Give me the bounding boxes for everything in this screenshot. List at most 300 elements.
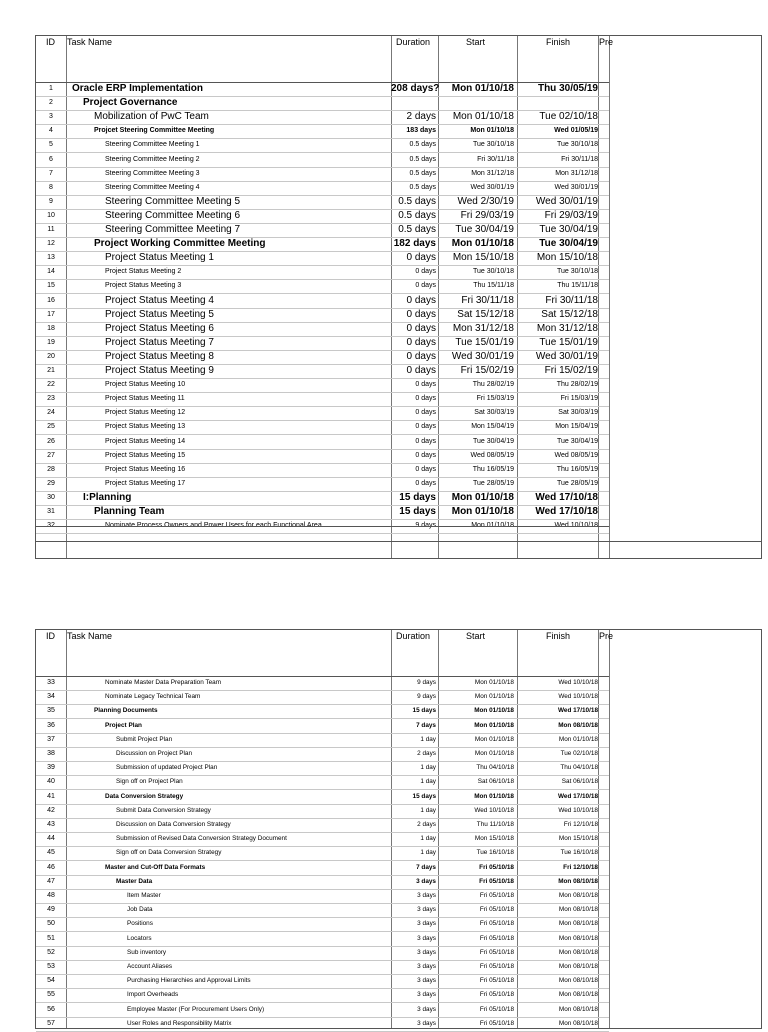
table-row[interactable] bbox=[36, 790, 609, 805]
table-row[interactable] bbox=[36, 294, 609, 309]
task-name: Discussion on Project Plan bbox=[116, 750, 193, 757]
task-duration: 3 days bbox=[417, 892, 436, 899]
task-id: 11 bbox=[47, 226, 55, 233]
task-name: Job Data bbox=[127, 906, 153, 914]
task-start: Fri 30/11/18 bbox=[461, 294, 514, 306]
task-duration: 0 days bbox=[415, 451, 436, 459]
table-row[interactable] bbox=[36, 336, 609, 351]
table-row[interactable] bbox=[36, 96, 609, 111]
task-duration: 0.5 days bbox=[409, 183, 436, 191]
table-row[interactable] bbox=[36, 505, 609, 520]
task-start: Fri 05/10/18 bbox=[479, 1019, 514, 1027]
task-duration: 9 days bbox=[415, 522, 436, 530]
table-row[interactable] bbox=[36, 804, 609, 819]
task-name: Projcet Steering Committee Meeting bbox=[94, 127, 215, 135]
task-start: Fri 05/10/18 bbox=[479, 934, 514, 942]
task-id: 40 bbox=[47, 778, 55, 786]
task-start: Mon 01/10/18 bbox=[452, 111, 514, 123]
task-start: Fri 29/03/19 bbox=[460, 209, 514, 221]
task-finish: Mon 08/10/18 bbox=[558, 977, 598, 985]
task-start: Fri 15/02/19 bbox=[460, 365, 514, 376]
table-row[interactable] bbox=[36, 308, 609, 323]
task-duration: 3 days bbox=[417, 948, 436, 956]
task-finish: Sat 30/03/19 bbox=[558, 409, 598, 417]
task-finish: Tue 15/01/19 bbox=[539, 336, 598, 348]
task-id: 37 bbox=[47, 735, 55, 743]
task-duration: 3 days bbox=[417, 977, 436, 985]
task-id: 54 bbox=[47, 977, 55, 985]
task-duration: 0 days bbox=[406, 322, 436, 334]
task-duration: 0.5 days bbox=[398, 224, 436, 235]
task-start: Fri 05/10/18 bbox=[479, 1005, 514, 1013]
task-finish: Mon 08/10/18 bbox=[558, 991, 598, 999]
task-id: 47 bbox=[47, 877, 55, 885]
table-row[interactable] bbox=[36, 1017, 609, 1032]
task-name: Steering Committee Meeting 2 bbox=[105, 155, 200, 163]
task-name: Project Status Meeting 4 bbox=[105, 294, 214, 306]
task-finish: Mon 31/12/18 bbox=[555, 169, 598, 177]
task-name: Project Status Meeting 3 bbox=[105, 282, 182, 290]
table-row[interactable] bbox=[36, 747, 609, 762]
task-start: Mon 01/10/18 bbox=[474, 721, 514, 729]
task-name: Sign off on Data Conversion Strategy bbox=[116, 849, 222, 857]
task-duration: 0 days bbox=[415, 381, 436, 389]
task-id: 56 bbox=[47, 1005, 55, 1013]
task-name: Master Data bbox=[116, 877, 153, 885]
task-name: Account Aliases bbox=[127, 963, 173, 970]
task-duration: 0 days bbox=[415, 268, 436, 276]
task-start: Wed 30/01/19 bbox=[470, 183, 514, 191]
task-name: Item Master bbox=[127, 892, 161, 899]
task-name: Project Status Meeting 1 bbox=[105, 252, 214, 264]
task-start: Fri 05/10/18 bbox=[479, 948, 514, 956]
table-row[interactable] bbox=[36, 974, 609, 989]
task-name-column-header: Task Name bbox=[67, 631, 113, 641]
task-id: 15 bbox=[47, 282, 55, 290]
task-id: 38 bbox=[47, 750, 55, 757]
task-start: Mon 01/10/18 bbox=[474, 792, 514, 800]
task-duration: 1 day bbox=[420, 778, 436, 786]
task-id: 5 bbox=[49, 141, 53, 149]
task-start: Mon 31/12/18 bbox=[471, 169, 514, 177]
table-row[interactable] bbox=[36, 491, 609, 506]
table-row[interactable] bbox=[36, 181, 609, 196]
task-finish: Fri 29/03/19 bbox=[544, 209, 598, 221]
task-name: Import Overheads bbox=[127, 991, 179, 999]
task-finish: Thu 16/05/19 bbox=[556, 465, 598, 473]
task-start: Wed 30/01/19 bbox=[451, 350, 514, 362]
task-start: Tue 28/05/19 bbox=[473, 479, 514, 487]
task-start: Tue 30/10/18 bbox=[473, 268, 514, 276]
table-row[interactable] bbox=[36, 237, 609, 252]
task-start: Fri 05/10/18 bbox=[479, 963, 514, 970]
task-name: Oracle ERP Implementation bbox=[72, 83, 203, 94]
table-row[interactable] bbox=[36, 124, 609, 139]
task-finish: Mon 08/10/18 bbox=[558, 906, 598, 914]
task-finish: Thu 28/02/19 bbox=[556, 381, 598, 389]
task-start: Sat 30/03/19 bbox=[474, 409, 514, 417]
task-id: 42 bbox=[47, 806, 55, 814]
task-id: 8 bbox=[49, 183, 53, 191]
task-name: Submission of Revised Data Conversion Strategy Document bbox=[116, 835, 287, 843]
table-row[interactable] bbox=[36, 449, 609, 464]
table-row[interactable] bbox=[36, 209, 609, 224]
task-start: Thu 16/05/19 bbox=[472, 465, 514, 473]
task-duration: 183 days bbox=[406, 127, 436, 135]
task-duration: 3 days bbox=[417, 906, 436, 914]
table-row[interactable] bbox=[36, 917, 609, 932]
task-finish: Sat 15/12/18 bbox=[541, 308, 598, 320]
table-row[interactable] bbox=[36, 690, 609, 705]
table-row[interactable] bbox=[36, 195, 609, 210]
task-id: 45 bbox=[47, 849, 55, 857]
task-start: Thu 15/11/18 bbox=[473, 282, 514, 290]
task-finish: Mon 08/10/18 bbox=[558, 934, 598, 942]
task-id: 4 bbox=[49, 127, 53, 135]
task-start: Sat 15/12/18 bbox=[457, 308, 514, 320]
task-duration: 3 days bbox=[417, 934, 436, 942]
table-row[interactable] bbox=[36, 988, 609, 1003]
task-finish: Fri 15/03/19 bbox=[560, 395, 598, 403]
task-id: 33 bbox=[47, 679, 55, 686]
task-duration: 0 days bbox=[406, 350, 436, 362]
task-name: Employee Master (For Procurement Users Only) bbox=[127, 1005, 265, 1013]
task-duration: 3 days bbox=[416, 877, 436, 885]
task-duration: 3 days bbox=[417, 1019, 436, 1027]
table-row[interactable] bbox=[36, 932, 609, 947]
task-name: Submission of updated Project Plan bbox=[116, 764, 218, 772]
table-row[interactable] bbox=[36, 392, 609, 407]
table-row[interactable] bbox=[36, 364, 609, 379]
task-id: 30 bbox=[47, 493, 55, 501]
finish-column-header: Finish bbox=[546, 631, 571, 641]
task-start: Mon 01/10/18 bbox=[474, 707, 514, 715]
task-finish: Wed 08/05/19 bbox=[554, 451, 598, 459]
task-finish: Mon 08/10/18 bbox=[558, 892, 598, 899]
table-row[interactable] bbox=[36, 875, 609, 890]
task-finish: Thu 04/10/18 bbox=[560, 764, 598, 772]
task-duration: 0.5 days bbox=[409, 155, 436, 163]
task-finish: Fri 15/02/19 bbox=[544, 365, 598, 376]
task-start: Fri 15/03/19 bbox=[476, 395, 514, 403]
id-column-header: ID bbox=[46, 37, 55, 47]
task-start: Wed 10/10/18 bbox=[474, 806, 514, 814]
task-name: Project Status Meeting 6 bbox=[105, 322, 214, 334]
table-row[interactable] bbox=[36, 889, 609, 904]
task-name: Nominate Legacy Technical Team bbox=[105, 693, 201, 701]
task-id: 19 bbox=[47, 338, 55, 346]
task-name: Project Status Meeting 13 bbox=[105, 423, 186, 431]
table-row[interactable] bbox=[36, 1003, 609, 1018]
task-start: Mon 01/10/18 bbox=[474, 679, 514, 686]
task-id: 28 bbox=[47, 465, 55, 473]
task-id: 7 bbox=[49, 169, 53, 177]
table-row[interactable] bbox=[36, 903, 609, 918]
table-row[interactable] bbox=[36, 153, 609, 168]
task-id: 35 bbox=[47, 707, 55, 715]
task-finish: Tue 30/04/19 bbox=[557, 437, 598, 445]
task-id: 10 bbox=[47, 211, 55, 219]
task-duration: 3 days bbox=[417, 1005, 436, 1013]
task-duration: 15 days bbox=[412, 792, 436, 800]
task-id: 48 bbox=[47, 892, 55, 899]
task-duration: 9 days bbox=[417, 679, 436, 686]
table-row[interactable] bbox=[36, 832, 609, 847]
table-row[interactable] bbox=[36, 279, 609, 294]
task-start: Fri 05/10/18 bbox=[479, 977, 514, 985]
task-duration: 0 days bbox=[415, 437, 436, 445]
task-finish bbox=[518, 96, 598, 110]
table-row[interactable] bbox=[36, 960, 609, 975]
task-id: 14 bbox=[47, 268, 55, 276]
task-duration: 0.5 days bbox=[398, 209, 436, 221]
task-duration: 2 days bbox=[417, 750, 436, 757]
task-name: Project Status Meeting 14 bbox=[105, 437, 186, 445]
task-duration: 7 days bbox=[416, 721, 436, 729]
task-finish: Fri 12/10/18 bbox=[563, 863, 598, 871]
task-start: Fri 05/10/18 bbox=[479, 906, 514, 914]
task-name: Discussion on Data Conversion Strategy bbox=[116, 821, 231, 828]
task-finish: Mon 08/10/18 bbox=[558, 1005, 598, 1013]
task-start: Mon 01/10/18 bbox=[451, 238, 514, 250]
task-id: 22 bbox=[47, 381, 55, 389]
task-finish: Tue 02/10/18 bbox=[539, 111, 598, 123]
task-duration: 1 day bbox=[420, 735, 436, 743]
task-start: Fri 05/10/18 bbox=[479, 877, 514, 885]
task-id: 31 bbox=[47, 508, 55, 515]
task-start: Tue 30/04/19 bbox=[455, 224, 514, 235]
task-finish: Wed 10/10/18 bbox=[554, 522, 598, 530]
task-duration: 2 days bbox=[406, 111, 436, 123]
task-finish: Tue 30/10/18 bbox=[557, 268, 598, 276]
task-name: Locators bbox=[127, 934, 152, 942]
table-row[interactable] bbox=[36, 861, 609, 876]
task-duration: 208 days? bbox=[391, 83, 440, 94]
task-name: Project Status Meeting 16 bbox=[105, 465, 186, 473]
task-name: Project Status Meeting 10 bbox=[105, 381, 186, 389]
table-row[interactable] bbox=[36, 322, 609, 337]
task-name: Project Status Meeting 7 bbox=[105, 336, 214, 348]
task-finish: Wed 17/10/18 bbox=[535, 506, 598, 517]
task-name: User Roles and Responsibility Matrix bbox=[127, 1019, 232, 1027]
task-name: Nominate Process Owners and Power Users for each Functional Area bbox=[105, 522, 322, 530]
table-row[interactable] bbox=[36, 138, 609, 153]
task-finish: Wed 17/10/18 bbox=[557, 792, 598, 800]
finish-column-header: Finish bbox=[546, 37, 571, 47]
task-name: Project Status Meeting 12 bbox=[105, 409, 186, 417]
task-duration: 1 day bbox=[420, 849, 436, 857]
task-id: 36 bbox=[47, 721, 55, 729]
table-row[interactable] bbox=[36, 704, 609, 719]
task-id: 49 bbox=[47, 906, 55, 914]
task-name: Steering Committee Meeting 6 bbox=[105, 209, 241, 221]
predecessors-column-header: Pre bbox=[599, 631, 614, 641]
table-row[interactable] bbox=[36, 251, 609, 266]
task-id: 17 bbox=[47, 310, 55, 318]
task-name: Project Plan bbox=[105, 721, 142, 729]
table-row[interactable] bbox=[36, 818, 609, 833]
task-finish: Mon 15/04/19 bbox=[555, 423, 598, 431]
task-id: 39 bbox=[47, 764, 55, 772]
task-finish: Mon 31/12/18 bbox=[536, 322, 598, 334]
start-column-header: Start bbox=[466, 631, 486, 641]
task-finish: Fri 30/11/18 bbox=[561, 155, 598, 163]
gantt-table-page-2 bbox=[35, 629, 762, 1029]
task-finish: Wed 30/01/19 bbox=[554, 183, 598, 191]
table-row[interactable] bbox=[36, 761, 609, 776]
task-finish: Thu 15/11/18 bbox=[557, 282, 598, 290]
task-start bbox=[438, 96, 514, 110]
task-id: 3 bbox=[49, 113, 53, 121]
task-start: Fri 05/10/18 bbox=[479, 991, 514, 999]
task-id: 25 bbox=[47, 423, 55, 431]
task-finish: Wed 01/05/19 bbox=[554, 127, 598, 135]
table-row[interactable] bbox=[36, 477, 609, 492]
task-finish: Wed 17/10/18 bbox=[557, 707, 598, 715]
task-finish: Mon 15/10/18 bbox=[558, 835, 598, 843]
task-id: 50 bbox=[47, 920, 55, 928]
task-duration: 0.5 days bbox=[398, 195, 436, 207]
task-name: Planning Documents bbox=[94, 707, 158, 715]
task-id: 20 bbox=[47, 352, 55, 360]
task-name: Steering Committee Meeting 3 bbox=[105, 169, 200, 177]
task-finish: Wed 10/10/18 bbox=[558, 679, 598, 686]
task-start: Fri 05/10/18 bbox=[479, 892, 514, 899]
task-start: Thu 28/02/19 bbox=[472, 381, 514, 389]
footer-line bbox=[36, 541, 761, 542]
task-duration: 0 days bbox=[415, 479, 436, 487]
table-row[interactable] bbox=[36, 946, 609, 961]
task-id: 43 bbox=[47, 821, 55, 828]
task-name: Steering Committee Meeting 4 bbox=[105, 183, 200, 191]
task-id: 1 bbox=[49, 85, 53, 92]
duration-column-header: Duration bbox=[396, 631, 431, 641]
table-row[interactable] bbox=[36, 775, 609, 790]
task-finish: Fri 30/11/18 bbox=[545, 294, 598, 306]
task-start: Mon 01/10/18 bbox=[451, 491, 514, 503]
task-id: 27 bbox=[47, 451, 55, 459]
task-id: 57 bbox=[47, 1019, 55, 1027]
task-start: Tue 15/01/19 bbox=[455, 336, 514, 348]
task-finish: Mon 08/10/18 bbox=[558, 1019, 598, 1027]
task-finish: Tue 30/04/19 bbox=[539, 238, 598, 250]
task-name: Steering Committee Meeting 5 bbox=[105, 195, 241, 207]
task-finish: Tue 16/10/18 bbox=[560, 849, 598, 857]
task-id: 23 bbox=[47, 395, 55, 403]
task-duration: 1 day bbox=[420, 764, 436, 772]
table-row[interactable] bbox=[36, 676, 609, 691]
task-duration: 0 days bbox=[415, 465, 436, 473]
task-id: 29 bbox=[47, 479, 55, 487]
task-start: Mon 01/10/18 bbox=[451, 83, 514, 94]
table-row[interactable] bbox=[36, 420, 609, 435]
table-row[interactable] bbox=[36, 265, 609, 280]
task-duration: 7 days bbox=[416, 863, 436, 871]
table-row[interactable] bbox=[36, 223, 609, 238]
column-divider bbox=[609, 36, 610, 558]
task-name: Project Status Meeting 17 bbox=[105, 479, 186, 487]
task-duration: 1 day bbox=[420, 835, 436, 843]
task-finish: Wed 30/01/19 bbox=[535, 195, 598, 207]
task-name: Project Status Meeting 9 bbox=[105, 365, 214, 376]
task-duration: 0 days bbox=[406, 294, 436, 306]
task-start: Mon 01/10/18 bbox=[474, 693, 514, 701]
task-name: Steering Committee Meeting 7 bbox=[105, 224, 241, 235]
duration-column-header: Duration bbox=[396, 37, 431, 47]
task-id: 41 bbox=[47, 792, 55, 800]
task-name: Project Status Meeting 8 bbox=[105, 350, 214, 362]
task-finish: Tue 02/10/18 bbox=[560, 750, 598, 757]
task-name: Nominate Master Data Preparation Team bbox=[105, 679, 222, 686]
task-start: Tue 16/10/18 bbox=[476, 849, 514, 857]
task-start: Fri 05/10/18 bbox=[479, 920, 514, 928]
task-duration: 0 days bbox=[406, 365, 436, 376]
task-id: 16 bbox=[47, 296, 55, 304]
task-name: Project Governance bbox=[83, 97, 178, 109]
table-row[interactable] bbox=[36, 378, 609, 393]
table-row[interactable] bbox=[36, 110, 609, 125]
table-row[interactable] bbox=[36, 733, 609, 748]
task-name: Purchasing Hierarchies and Approval Limits bbox=[127, 977, 251, 985]
task-finish: Fri 12/10/18 bbox=[563, 821, 598, 828]
task-name: Steering Committee Meeting 1 bbox=[105, 141, 200, 149]
table-row[interactable] bbox=[36, 167, 609, 182]
task-duration: 3 days bbox=[417, 920, 436, 928]
task-finish: Sat 06/10/18 bbox=[561, 778, 598, 786]
task-finish: Mon 08/10/18 bbox=[558, 920, 598, 928]
task-start: Tue 30/10/18 bbox=[473, 141, 514, 149]
task-id: 13 bbox=[47, 254, 55, 262]
table-row[interactable] bbox=[36, 435, 609, 450]
task-start: Tue 30/04/19 bbox=[473, 437, 514, 445]
task-finish: Tue 30/04/19 bbox=[539, 224, 598, 235]
task-start: Sat 06/10/18 bbox=[477, 778, 514, 786]
task-start: Mon 15/10/18 bbox=[452, 252, 514, 264]
id-column-header: ID bbox=[46, 631, 55, 641]
task-start: Mon 01/10/18 bbox=[474, 735, 514, 743]
task-id: 12 bbox=[47, 240, 55, 248]
task-id: 51 bbox=[47, 934, 55, 942]
table-row[interactable] bbox=[36, 719, 609, 734]
task-duration: 0 days bbox=[406, 252, 436, 264]
task-duration: 1 day bbox=[420, 806, 436, 814]
task-name: Data Conversion Strategy bbox=[105, 792, 184, 800]
table-bottom-line bbox=[36, 526, 609, 527]
task-id: 55 bbox=[47, 991, 55, 999]
task-start: Fri 30/11/18 bbox=[477, 155, 514, 163]
task-duration: 0 days bbox=[415, 282, 436, 290]
task-start: Wed 2/30/19 bbox=[457, 195, 514, 207]
task-finish: Mon 08/10/18 bbox=[558, 721, 598, 729]
task-name: Mobilization of PwC Team bbox=[94, 111, 209, 123]
task-duration: 0 days bbox=[406, 336, 436, 348]
task-name: Planning Team bbox=[94, 506, 165, 517]
task-id: 53 bbox=[47, 963, 55, 970]
task-start: Fri 05/10/18 bbox=[479, 863, 514, 871]
table-row[interactable] bbox=[36, 846, 609, 861]
task-start: Wed 08/05/19 bbox=[470, 451, 514, 459]
task-name: Submit Data Conversion Strategy bbox=[116, 806, 211, 814]
task-finish: Tue 28/05/19 bbox=[557, 479, 598, 487]
task-start: Thu 11/10/18 bbox=[476, 821, 514, 828]
table-row[interactable] bbox=[36, 350, 609, 365]
table-row[interactable] bbox=[36, 406, 609, 421]
task-id: 6 bbox=[49, 155, 53, 163]
table-row[interactable] bbox=[36, 463, 609, 478]
task-duration: 182 days bbox=[393, 238, 436, 250]
table-row[interactable] bbox=[36, 82, 609, 97]
task-id: 2 bbox=[49, 99, 53, 107]
